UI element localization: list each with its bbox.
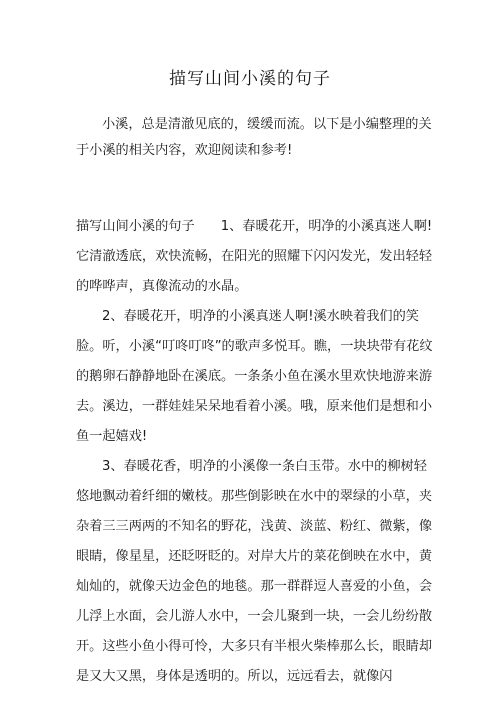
document-title: 描写山间小溪的句子 <box>169 69 331 89</box>
intro-paragraph: 小溪，总是清澈见底的，缓缓而流。以下是小编整理的关于小溪的相关内容，欢迎阅读和参考! <box>76 117 432 158</box>
paragraph-2: 2、春暖花开，明净的小溪真迷人啊!溪水映着我们的笑脸。听，小溪“叮咚叮咚”的歌声多悦耳。瞧，一块块带有花纹的鹅卵石静静地卧在溪底。一条条小鱼在溪水里欢快地游来游去。溪边，一群娃娃呆呆地看着小溪。哦，原来他们是想和小鱼一起嬉戏! <box>76 309 433 444</box>
document-body <box>76 212 440 692</box>
section-heading: 描写山间小溪的句子 <box>76 219 195 234</box>
paragraph-1-text: 1、春暖花开，明净的小溪真迷人啊!它清澈透底，欢快流畅，在阳光的照耀下闪闪发光，发出轻轻的哗哗声，真像流动的水晶。 <box>76 219 433 294</box>
paragraph-1 <box>76 212 440 302</box>
paragraph-3: 3、春暖花香，明净的小溪像一条白玉带。水中的柳树轻悠地飘动着纤细的嫩枝。那些倒影映在水中的翠绿的小草，夹杂着三三两两的不知名的野花，浅黄、淡蓝、粉红、微紫，像眼睛，像星星，还眨呀眨的。对岸大片的菜花倒映在水中，黄灿灿的，就像天边金色的地毯。那一群群逗人喜爱的小鱼，会儿浮上水面，会儿游人水中，一会儿聚到一块，一会儿纷纷散开。这些小鱼小得可怜，大多只有半根火柴棒那么长，眼睛却是又大又黑，身体是透明的。所以，远远看去，就像闪 <box>76 459 433 684</box>
